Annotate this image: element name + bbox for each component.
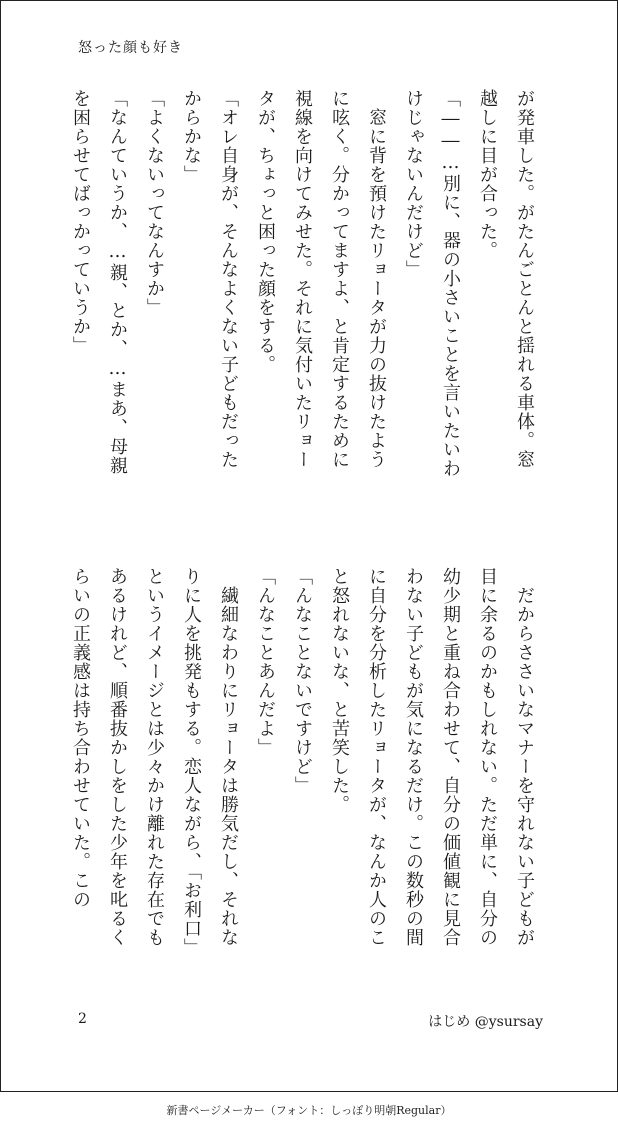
- text-line: 視線を向けてみせた。それに気付いたリョー: [292, 89, 313, 469]
- text-line: が発車した。がたんごとんと揺れる車体。窓: [514, 89, 535, 469]
- text-line: わない子どもが気になるだけ。この数秒の間: [403, 567, 424, 947]
- text-line: だからささいなマナーを守れない子どもが: [514, 567, 535, 947]
- text-line: けじゃないんだけど」: [403, 89, 424, 279]
- text-line: に呟く。分かってますよ、と肯定するために: [329, 89, 350, 469]
- text-line: タが、ちょっと困った顔をする。: [255, 89, 276, 374]
- page-title: 怒った顔も好き: [78, 40, 183, 56]
- text-block-bottom: [62, 567, 543, 1007]
- text-line: に自分を分析したリョータが、なんか人のこ: [366, 567, 387, 947]
- text-line: 「オレ自身が、そんなよくない子どもだった: [218, 89, 239, 469]
- text-block-top: [62, 89, 543, 529]
- text-line: 目に余るのかもしれない。ただ単に、自分の: [477, 567, 498, 947]
- text-line: 「なんていうか、…親、とか、…まあ、母親: [107, 89, 128, 475]
- text-line: 窓に背を預けたリョータが力の抜けたよう: [366, 89, 387, 469]
- page-number: 2: [78, 1011, 87, 1027]
- text-line: 「よくないってなんすか」: [144, 89, 165, 317]
- text-line: りに人を挑発もする。恋人ながら、「お利口」: [181, 567, 202, 957]
- text-line: あるけれど、順番抜かしをした少年を叱るく: [107, 567, 128, 947]
- text-line: というイメージとは少々かけ離れた存在でも: [144, 567, 165, 947]
- text-line: からかな」: [181, 89, 202, 184]
- generator-caption: 新書ページメーカー（フォント：しっぽり明朝Regular）: [166, 1104, 452, 1117]
- text-line: 繊細なわりにリョータは勝気だし、それな: [218, 567, 239, 947]
- text-line: 「んなことないですけど」: [292, 567, 313, 795]
- author-credit: はじめ @ysursay: [428, 1014, 543, 1030]
- text-line: 「――…別に、器の小さいことを言いたいわ: [440, 89, 461, 478]
- text-line: 幼少期と重ね合わせて、自分の価値観に見合: [440, 567, 461, 947]
- text-line: と怒れないな、と苦笑した。: [329, 567, 350, 814]
- text-line: を困らせてばっかっていうか」: [70, 89, 91, 355]
- text-line: 越しに目が合った。: [477, 89, 498, 260]
- text-line: らいの正義感は持ち合わせていた。この: [70, 567, 91, 909]
- text-line: 「んなことあんだよ」: [255, 567, 276, 757]
